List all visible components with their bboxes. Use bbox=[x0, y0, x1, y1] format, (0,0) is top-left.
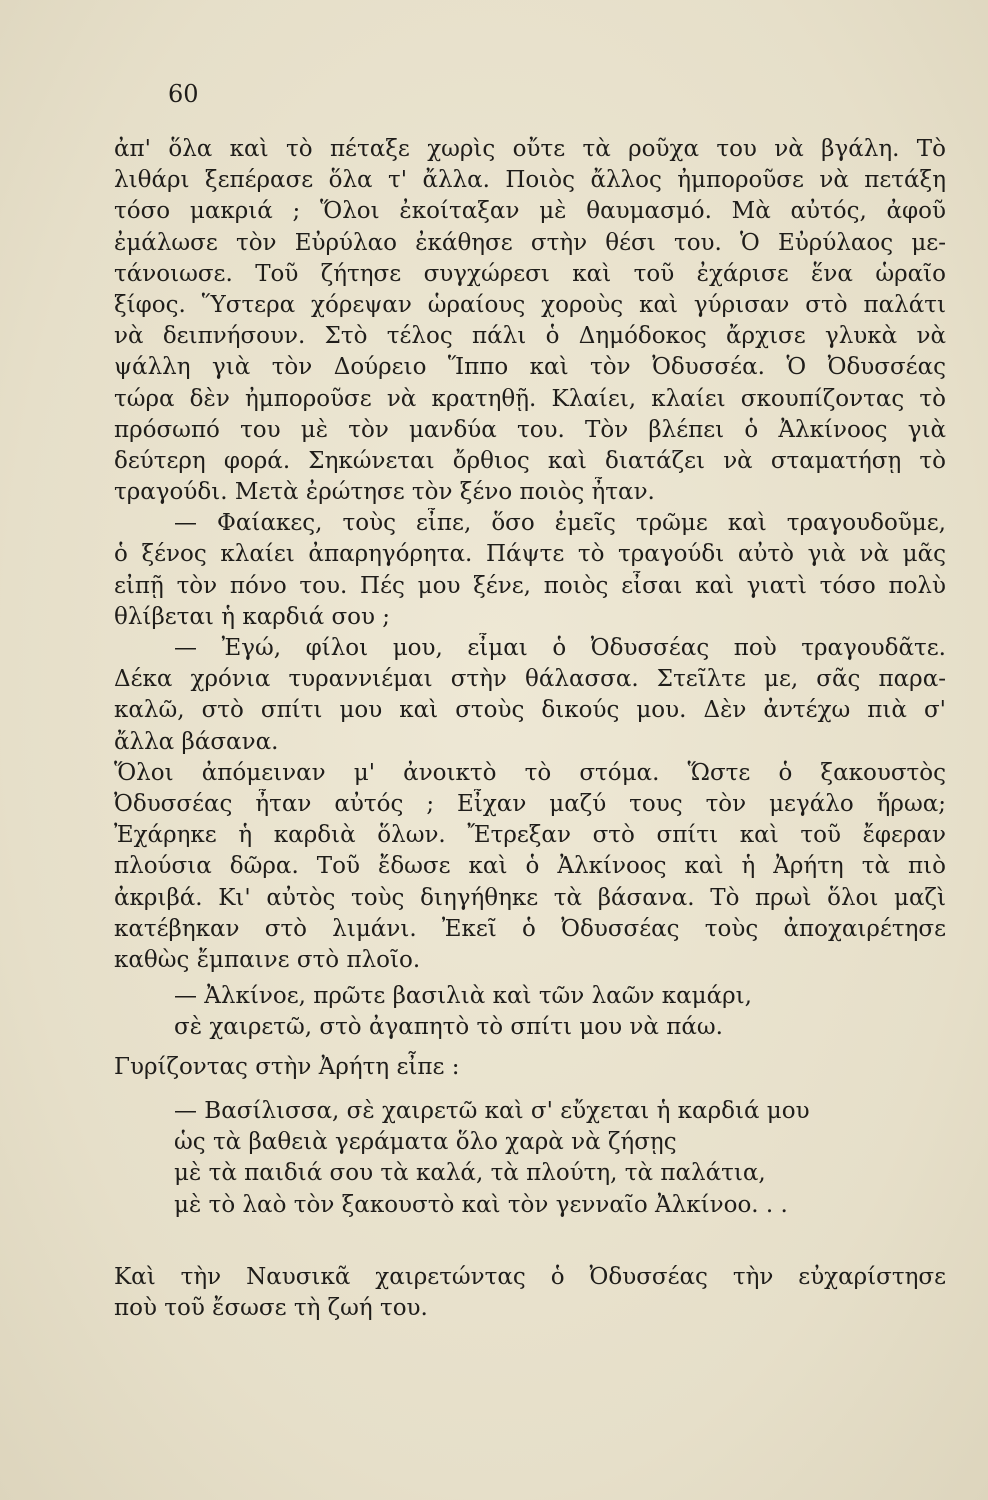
text-line: ἐμάλωσε τὸν Εὐρύλαο ἐκάθησε στὴν θέσι του. Ὁ Εὐρύλαος με- bbox=[114, 229, 946, 256]
text-line: Ἐχάρηκε ἡ καρδιὰ ὅλων. Ἔτρεξαν στὸ σπίτι καὶ τοῦ ἔφεραν bbox=[114, 822, 946, 849]
text-line: καλῶ, στὸ σπίτι μου καὶ στοὺς δικούς μου. Δὲν ἀντέχω πιὰ σ' bbox=[114, 697, 946, 724]
page-number: 60 bbox=[168, 80, 199, 108]
verse-farewell-alkinoos bbox=[174, 981, 946, 1043]
text-line: ξίφος. Ὕστερα χόρεψαν ὡραίους χοροὺς καὶ γύρισαν στὸ παλάτι bbox=[114, 291, 946, 318]
text-line: — Ἐγώ, φίλοι μου, εἶμαι ὁ Ὀδυσσέας ποὺ τραγουδᾶτε. bbox=[174, 635, 946, 661]
text-line: καθὼς ἔμπαινε στὸ πλοῖο. bbox=[114, 946, 421, 973]
verse-farewell-arete bbox=[174, 1096, 946, 1221]
text-line: — Φαίακες, τοὺς εἶπε, ὅσο ἐμεῖς τρῶμε καὶ τραγουδοῦμε, bbox=[174, 510, 946, 537]
text-line: νὰ δειπνήσουν. Στὸ τέλος πάλι ὁ Δημόδοκος ἄρχισε γλυκὰ νὰ bbox=[114, 323, 946, 350]
text-line: Ὀδυσσέας ἦταν αὐτός ; Εἶχαν μαζύ τους τὸν μεγάλο ἥρωα; bbox=[114, 790, 946, 817]
text-line: ἀκριβά. Κι' αὐτὸς τοὺς διηγήθηκε τὰ βάσανα. Τὸ πρωὶ ὅλοι μαζὶ bbox=[114, 884, 946, 911]
verse-line: — Βασίλισσα, σὲ χαιρετῶ καὶ σ' εὔχεται ἡ καρδιά μου bbox=[174, 1098, 810, 1124]
verse-line: μὲ τὰ παιδιά σου τὰ καλά, τὰ πλούτη, τὰ παλάτια, bbox=[174, 1160, 766, 1187]
interlude-line: Γυρίζοντας στὴν Ἀρήτη εἶπε : bbox=[114, 1054, 460, 1080]
text-line: θλίβεται ἡ καρδιά σου ; bbox=[114, 603, 391, 630]
verse-line: μὲ τὸ λαὸ τὸν ξακουστὸ καὶ τὸν γενναῖο Ἀλκίνοο. . . bbox=[174, 1191, 788, 1218]
text-line: λιθάρι ξεπέρασε ὅλα τ' ἄλλα. Ποιὸς ἄλλος ἠμποροῦσε νὰ πετάξη bbox=[114, 167, 946, 194]
text-line: ἄλλα βάσανα. bbox=[114, 728, 279, 755]
text-line: τώρα δὲν ἠμποροῦσε νὰ κρατηθῇ. Κλαίει, κλαίει σκουπίζοντας τὸ bbox=[114, 385, 946, 412]
body-text bbox=[114, 134, 946, 976]
text-line: Καὶ τὴν Ναυσικᾶ χαιρετώντας ὁ Ὀδυσσέας τὴν εὐχαρίστησε bbox=[114, 1264, 946, 1290]
text-line: τάνοιωσε. Τοῦ ζήτησε συγχώρεσι καὶ τοῦ ἐχάρισε ἕνα ὡραῖο bbox=[114, 260, 946, 287]
text-line: πλούσια δῶρα. Τοῦ ἔδωσε καὶ ὁ Ἀλκίνοος καὶ ἡ Ἀρήτη τὰ πιὸ bbox=[114, 853, 946, 880]
closing-text bbox=[114, 1262, 946, 1324]
text-line: κατέβηκαν στὸ λιμάνι. Ἐκεῖ ὁ Ὀδυσσέας τοὺς ἀποχαιρέτησε bbox=[114, 915, 946, 942]
text-line: ψάλλη γιὰ τὸν Δούρειο Ἵππο καὶ τὸν Ὀδυσσέα. Ὁ Ὀδυσσέας bbox=[114, 354, 946, 381]
text-line: Δέκα χρόνια τυραννιέμαι στὴν θάλασσα. Στεῖλτε με, σᾶς παρα- bbox=[114, 666, 946, 693]
text-line: τόσο μακριά ; Ὅλοι ἐκοίταξαν μὲ θαυμασμό. Μὰ αὐτός, ἀφοῦ bbox=[114, 198, 946, 225]
verse-line: ὡς τὰ βαθειὰ γεράματα ὅλο χαρὰ νὰ ζήσῃς bbox=[174, 1129, 677, 1156]
text-line: εἰπῇ τὸν πόνο του. Πές μου ξένε, ποιὸς εἶσαι καὶ γιατὶ τόσο πολὺ bbox=[114, 572, 946, 599]
text-line: ποὺ τοῦ ἔσωσε τὴ ζωή του. bbox=[114, 1295, 428, 1322]
verse-line: — Ἀλκίνοε, πρῶτε βασιλιὰ καὶ τῶν λαῶν καμάρι, bbox=[174, 983, 752, 1009]
text-line: τραγούδι. Μετὰ ἐρώτησε τὸν ξένο ποιὸς ἦταν. bbox=[114, 479, 655, 506]
text-line: δεύτερη φορά. Σηκώνεται ὄρθιος καὶ διατάζει νὰ σταματήσῃ τὸ bbox=[114, 447, 946, 474]
text-line: πρόσωπό του μὲ τὸν μανδύα του. Τὸν βλέπει ὁ Ἀλκίνοος γιὰ bbox=[114, 416, 946, 443]
verse-line: σὲ χαιρετῶ, στὸ ἀγαπητὸ τὸ σπίτι μου νὰ πάω. bbox=[174, 1014, 723, 1041]
text-line: ὁ ξένος κλαίει ἀπαρηγόρητα. Πάψτε τὸ τραγούδι αὐτὸ γιὰ νὰ μᾶς bbox=[114, 541, 946, 568]
text-line: Ὅλοι ἀπόμειναν μ' ἀνοικτὸ τὸ στόμα. Ὥστε ὁ ξακουστὸς bbox=[114, 759, 946, 786]
text-line: ἀπ' ὅλα καὶ τὸ πέταξε χωρὶς οὔτε τὰ ροῦχα του νὰ βγάλη. Τὸ bbox=[114, 136, 946, 162]
